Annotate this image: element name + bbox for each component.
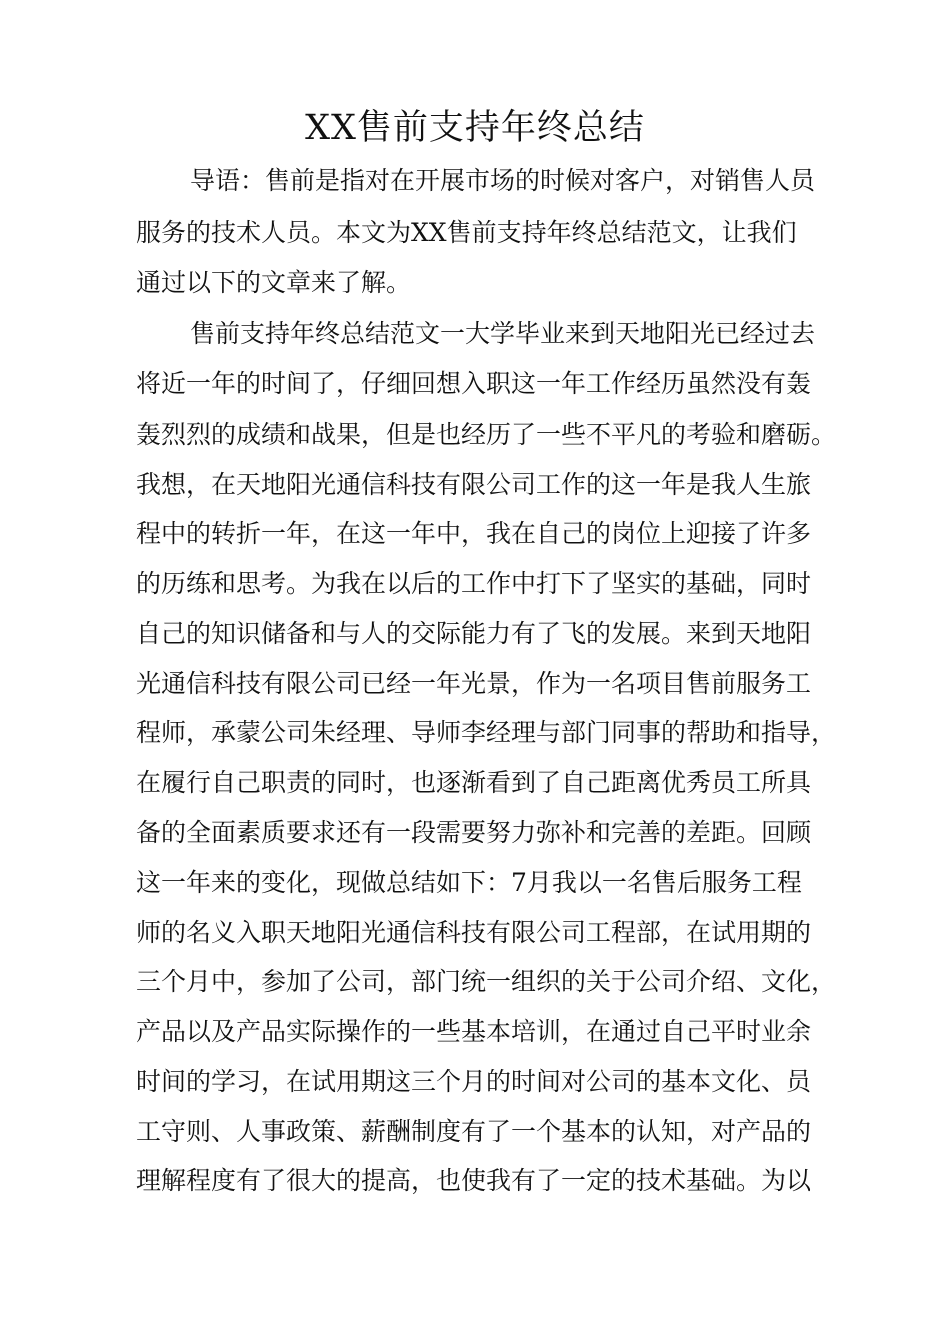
text-line-18: 产品以及产品实际操作的一些基本培训，在通过自己平时业余 xyxy=(136,1017,812,1046)
text-line-3: 通过以下的文章来了解。 xyxy=(136,268,412,297)
text-line-8: 程中的转折一年，在这一年中，我在自己的岗位上迎接了许多 xyxy=(136,519,812,548)
text-line-13: 在履行自己职责的同时，也逐渐看到了自己距离优秀员工所具 xyxy=(136,768,812,797)
text-line-4: 售前支持年终总结范文一大学毕业来到天地阳光已经过去 xyxy=(190,319,816,348)
text-line-21: 理解程度有了很大的提高，也使我有了一定的技术基础。为以 xyxy=(136,1166,812,1195)
text-line-10: 自己的知识储备和与人的交际能力有了飞的发展。来到天地阳 xyxy=(136,619,812,648)
text-line-20: 工守则、人事政策、薪酬制度有了一个基本的认知，对产品的 xyxy=(136,1117,812,1146)
document-title: XX售前支持年终总结 xyxy=(305,108,645,148)
text-line-11: 光通信科技有限公司已经一年光景，作为一名项目售前服务工 xyxy=(136,669,812,698)
text-line-1: 导语：售前是指对在开展市场的时候对客户，对销售人员 xyxy=(190,166,816,195)
text-line-15: 这一年来的变化，现做总结如下：7月我以一名售后服务工程 xyxy=(136,868,802,897)
text-line-19: 时间的学习，在试用期这三个月的时间对公司的基本文化、员 xyxy=(136,1067,812,1096)
text-line-6: 轰烈烈的成绩和战果，但是也经历了一些不平凡的考验和磨砺。 xyxy=(136,420,837,449)
text-line-14: 备的全面素质要求还有一段需要努力弥补和完善的差距。回顾 xyxy=(136,818,812,847)
text-line-9: 的历练和思考。为我在以后的工作中打下了坚实的基础，同时 xyxy=(136,569,812,598)
text-line-5: 将近一年的时间了，仔细回想入职这一年工作经历虽然没有轰 xyxy=(136,369,812,398)
text-line-17: 三个月中，参加了公司，部门统一组织的关于公司介绍、文化， xyxy=(136,967,837,996)
text-line-16: 师的名义入职天地阳光通信科技有限公司工程部，在试用期的 xyxy=(136,918,812,947)
text-line-12: 程师，承蒙公司朱经理、导师李经理与部门同事的帮助和指导， xyxy=(136,718,837,747)
text-line-2: 服务的技术人员。本文为XX售前支持年终总结范文，让我们 xyxy=(136,218,797,247)
text-line-7: 我想，在天地阳光通信科技有限公司工作的这一年是我人生旅 xyxy=(136,470,812,499)
